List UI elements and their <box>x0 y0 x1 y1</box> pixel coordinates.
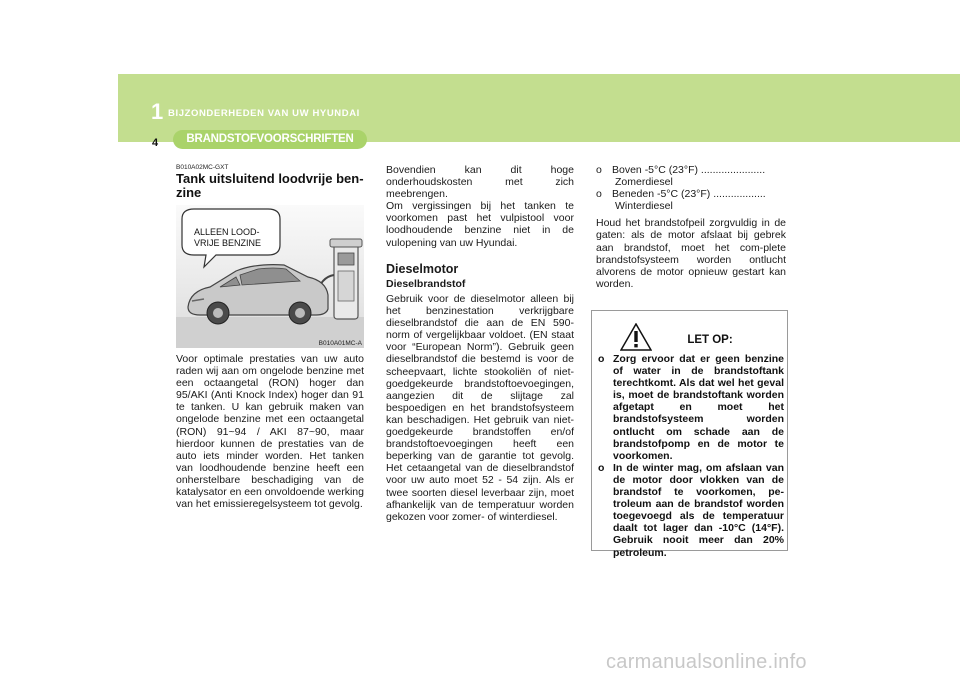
watermark-text: carmanualsonline.info <box>606 651 807 673</box>
diesel-heading: Dieselmotor <box>386 262 459 276</box>
list-item: o Zorg ervoor dat er geen benzine of water in de brandstoftank terechtkomt. Als dat wel het geval is, moet de brandstoftank worden afgetapt en moet het brandstofsysteem worden ontlucht om schade aan de brandstofpomp en de motor te voorkomen. <box>598 353 784 462</box>
warning-box <box>591 310 788 559</box>
list-item: o Boven -5°C (23°F) ...................... Zomerdiesel <box>596 164 766 189</box>
chapter-title: BIJZONDERHEDEN VAN UW HYUNDAI <box>168 108 360 119</box>
list-item: o In de winter mag, om afslaan van de motor door vlokken van de brandstof te voorkomen, pe-troleum aan de brandstof worden toegevoegd als de temperatuur daalt tot lager dan -10°C (14°F). Gebruik nooit meer dan 20% petroleum. <box>598 461 784 559</box>
section-heading: Tank uitsluitend loodvrije ben-zine <box>176 171 364 200</box>
diesel-paragraph: Gebruik voor de dieselmotor alleen bij het benzinestation verkrijgbare dieselbrandstof die aan de EN 590-norm of vergelijkbaar voldoet. (EN staat voor “European Norm”). Gebruik geen dieselbrandstof die bestemd is voor de scheepvaart, lichte stookoliën of niet-goedgekeurde brandstoftoevoegingen, aangezien dit de slijtage zal bespoedigen en het brandstofsysteem kan beschadigen. Het gebruik van niet-goedgekeurde brandstoffen en/of brandstoftoevoegingen heeft een beperking van de garantie tot gevolg. Het cetaangetal van de dieselbrandstof voor uw auto moet 52 - 54 zijn. Als er twee soorten diesel leverbaar zijn, moet afhankelijk van de temperatuur worden gekozen voor zomer- of winterdiesel. <box>386 293 574 523</box>
column2-text <box>386 164 574 249</box>
nozzle-paragraph: Om vergissingen bij het tanken te voorkomen past het vulpistool voor loodhoudende benzine niet in de vulopening van uw Hyundai. <box>386 200 574 249</box>
fuel-level-paragraph: Houd het brandstofpeil zorgvuldig in de gaten: als de motor afslaat bij gebrek aan brandstof, moet het com-plete brandstofsysteem worden ontlucht alvorens de motor opnieuw gestart kan worden. <box>596 217 786 290</box>
page-number: 4 <box>152 137 159 149</box>
octane-paragraph: Voor optimale prestaties van uw auto raden wij aan om ongelode benzine met een octaangetal (RON) hoger dan 95/AKI (Anti Knock Index) hoger dan 91 te tanken. U kan gebruik maken van ongelode benzine met een octaangetal (RON) 91~94 / AKI 87~90, maar hierdoor kunnen de prestaties van de auto iets minder worden. Het tanken van loodhoudende benzine heeft een onherstelbare beschadiging van de katalysator en een onvoldoende werking van het emissieregelsysteem tot gevolg. <box>176 353 364 511</box>
fuel-illustration <box>176 205 364 348</box>
chapter-number: 1 <box>151 99 164 124</box>
figure-code: B010A01MC-A <box>318 340 362 347</box>
column3-text <box>596 164 786 290</box>
figure-bubble-text: ALLEEN LOOD-VRIJE BENZINE <box>194 227 262 248</box>
warning-title: LET OP: <box>687 334 733 346</box>
warning-list <box>598 353 784 559</box>
maintenance-paragraph: Bovendien kan dit hoge onderhoudskosten met zich meebrengen. <box>386 164 574 201</box>
list-item: o Beneden -5°C (23°F) .................. Winterdiesel <box>596 188 766 213</box>
car-icon <box>188 265 328 324</box>
diesel-subheading: Dieselbrandstof <box>386 278 466 290</box>
diesel-section <box>386 262 574 523</box>
section-title: BRANDSTOFVOORSCHRIFTEN <box>173 130 367 149</box>
section-code: B010A02MC-GXT <box>176 164 229 171</box>
